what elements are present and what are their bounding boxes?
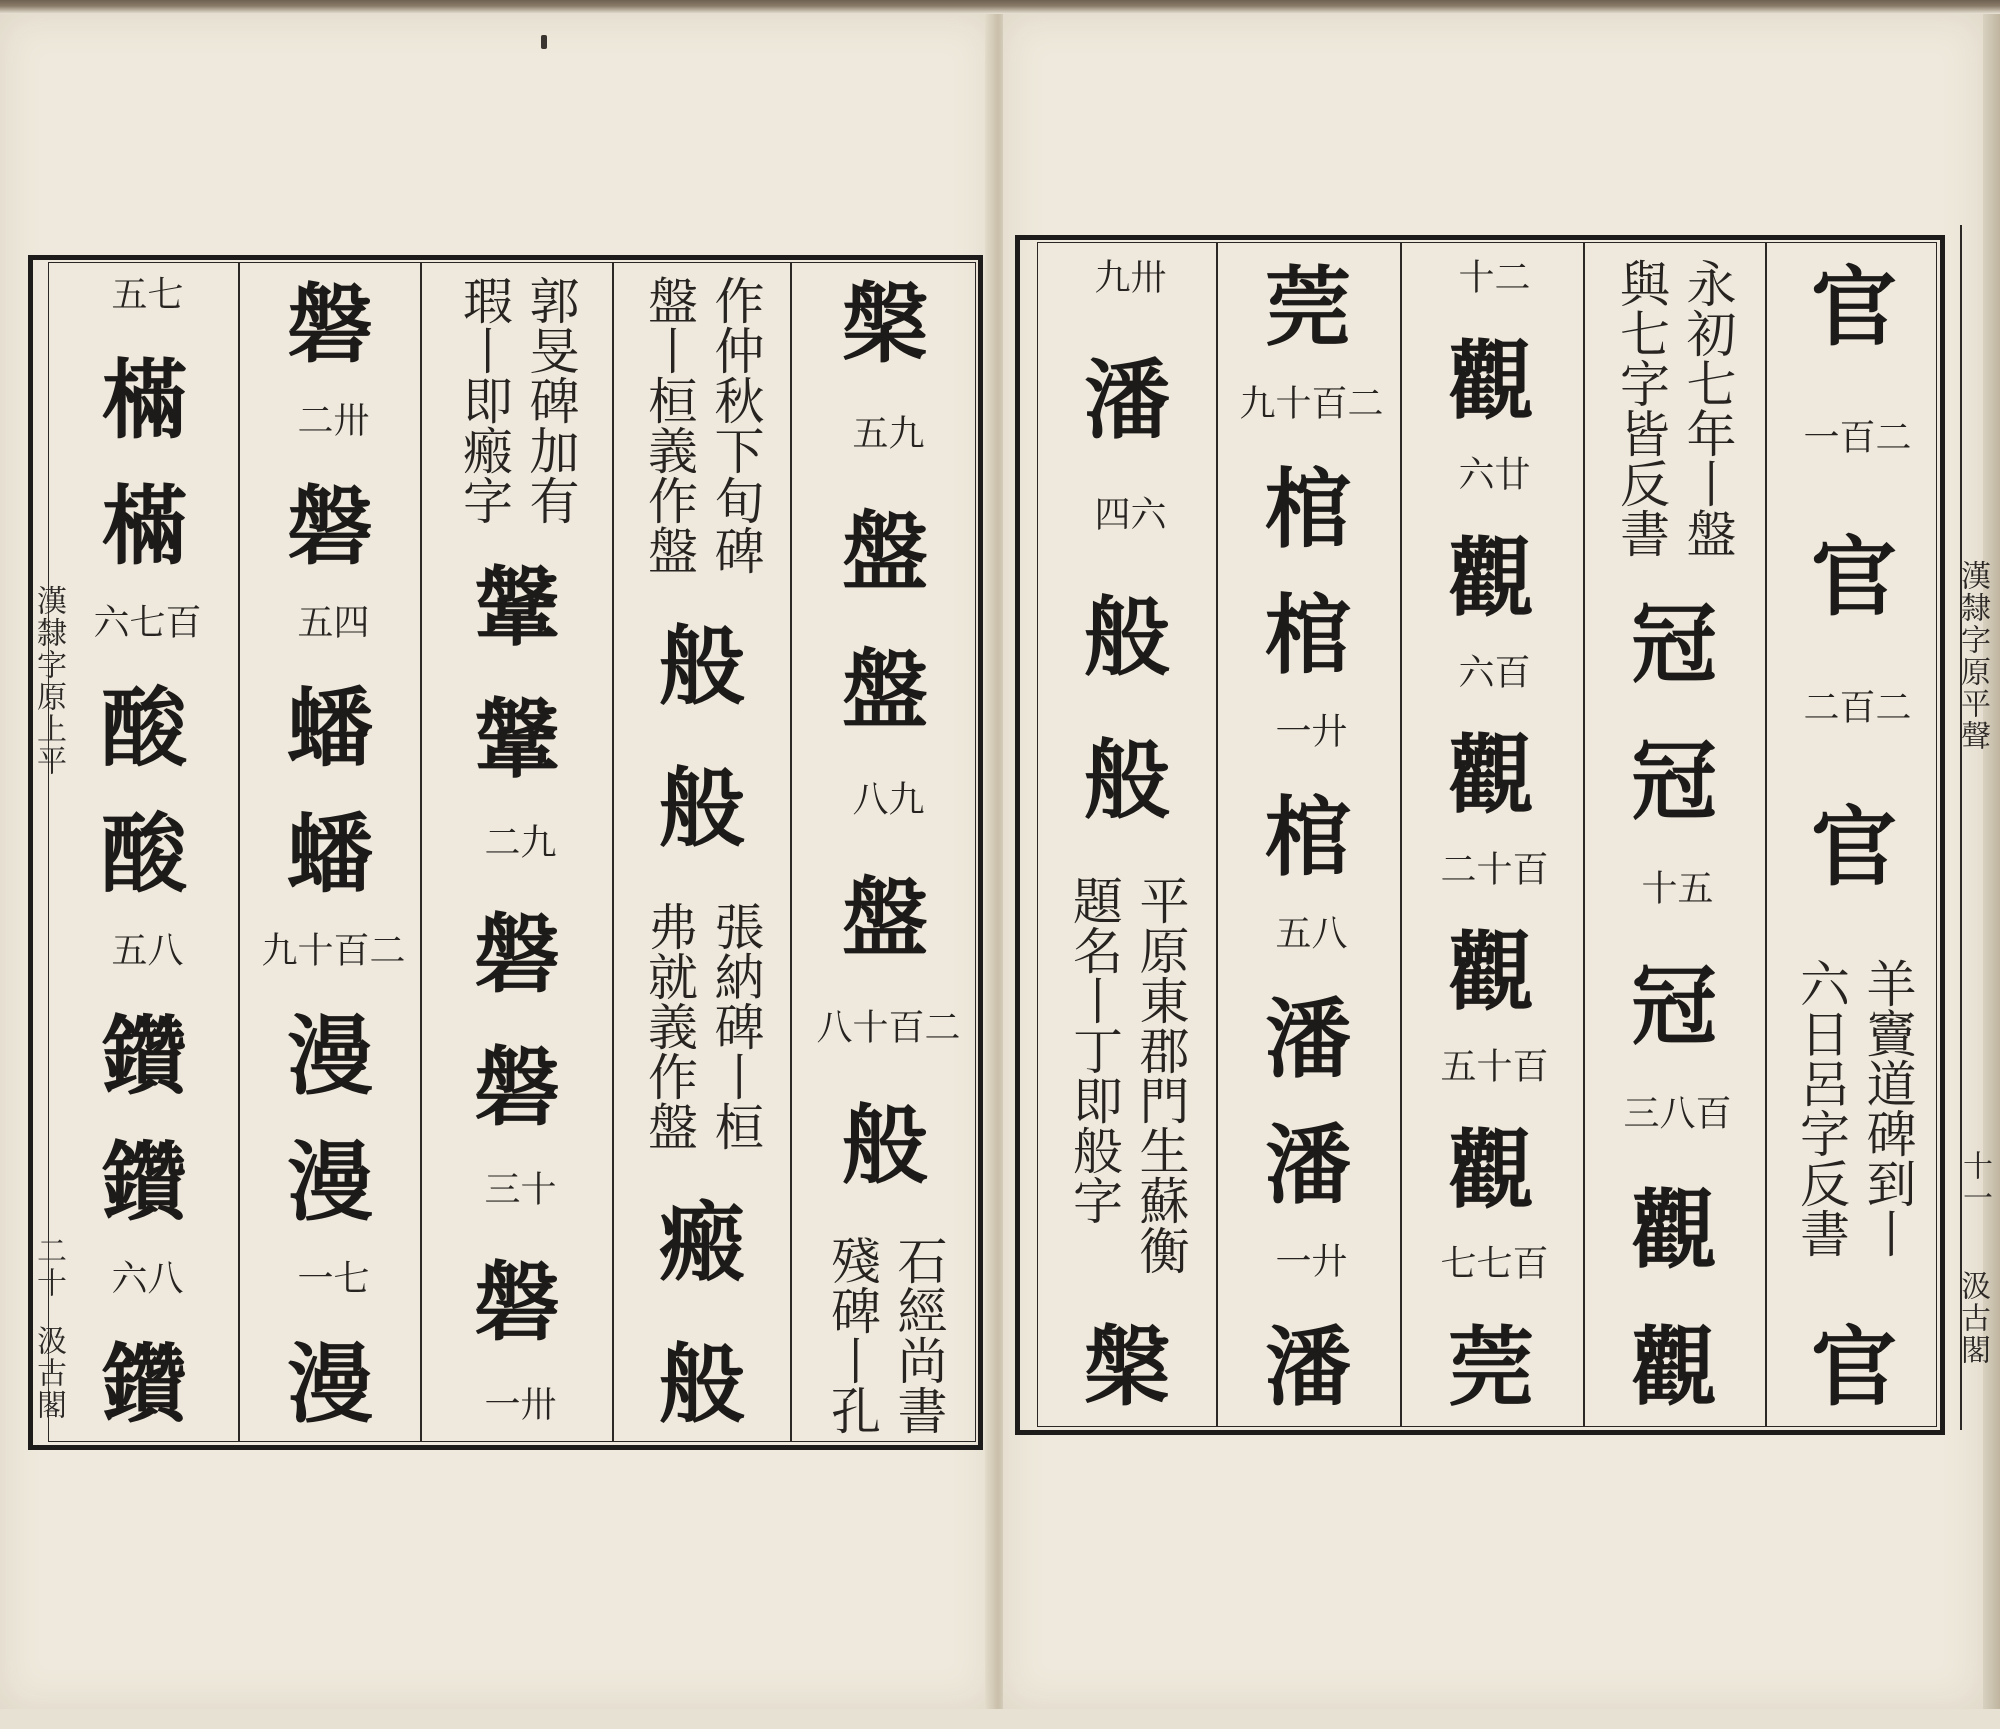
source-index-text: 二百 一	[1798, 418, 1911, 458]
source-index	[1089, 258, 1166, 308]
headword-character: 槃	[1084, 1316, 1170, 1418]
headword-character: 蟠	[287, 678, 373, 779]
source-index	[1270, 712, 1347, 762]
source-index	[106, 1259, 183, 1309]
annotation-text: 石經尚書	[889, 1235, 948, 1435]
source-index-text: 二百 二	[1798, 688, 1911, 728]
source-index	[1453, 258, 1530, 308]
right-column-3	[1405, 258, 1577, 1418]
headword-character: 鞶	[474, 689, 560, 790]
source-index	[106, 275, 183, 325]
headword-character: 盤	[842, 501, 928, 603]
left-margin-title: 漢隸字原上平	[31, 585, 66, 777]
headword-character: 觀	[1448, 922, 1534, 1024]
source-index	[1798, 418, 1911, 468]
source-index	[479, 822, 556, 873]
headword-character: 樠	[101, 350, 187, 451]
headword-character: 般	[1084, 730, 1170, 832]
headword-character: 漫	[287, 1132, 373, 1233]
source-index-text: 卅 一	[479, 1385, 556, 1425]
annotation-text: 殘碑丨孔	[823, 1235, 881, 1435]
source-index	[106, 931, 183, 981]
headword-character: 觀	[1448, 527, 1534, 629]
annotation-note	[1612, 258, 1737, 558]
left-column-divider	[238, 262, 240, 1442]
annotation-text: 平原東郡門生蘇衡	[1131, 874, 1190, 1275]
annotation-text: 與七字皆反書	[1612, 258, 1670, 558]
source-index-text: 百七 七	[1435, 1244, 1548, 1285]
source-index-text: 八 五	[106, 931, 183, 971]
headword-character: 觀	[1448, 1119, 1534, 1221]
source-index	[256, 931, 405, 981]
annotation-note	[455, 275, 580, 525]
source-index	[1270, 1242, 1347, 1292]
headword-character: 棺	[1265, 459, 1351, 560]
headword-character: 潘	[1265, 1115, 1351, 1216]
right-column-2	[1588, 258, 1760, 1418]
source-index-text: 九 二	[479, 822, 556, 863]
source-index	[1270, 914, 1347, 964]
left-column-4	[244, 275, 416, 1435]
headword-character: 官	[1811, 1317, 1897, 1418]
source-index-text: 七 一	[292, 1259, 369, 1299]
source-index	[1618, 1093, 1731, 1144]
headword-character: 潘	[1265, 1317, 1351, 1418]
headword-character: 槃	[842, 274, 928, 375]
source-index-text: 九 八	[847, 780, 924, 820]
source-index-text: 九 五	[847, 413, 924, 454]
headword-character: 鑽	[101, 1132, 187, 1233]
source-index	[292, 401, 369, 451]
headword-character: 鑽	[101, 1006, 187, 1107]
annotation-text: 張納碑丨桓	[706, 901, 765, 1151]
source-index-text: 六 四	[1089, 494, 1166, 535]
source-index	[1435, 1047, 1548, 1097]
left-column-divider	[420, 262, 422, 1442]
right-column-5	[1042, 258, 1212, 1418]
annotation-text: 盤丨桓義作盤	[640, 275, 698, 575]
source-index	[1453, 652, 1530, 703]
headword-character: 棺	[1265, 787, 1351, 888]
headword-character: 般	[659, 616, 745, 717]
right-column-divider	[1400, 242, 1402, 1427]
headword-character: 官	[1811, 527, 1897, 628]
annotation-text: 作仲秋下旬碑	[706, 275, 765, 575]
source-index	[1453, 455, 1530, 505]
right-margin-number: 十一	[1957, 1150, 1992, 1214]
right-margin-strip-line	[1960, 225, 1962, 1430]
headword-character: 潘	[1084, 350, 1170, 452]
source-index-text: 卅 二	[292, 401, 369, 441]
headword-character: 官	[1811, 797, 1897, 898]
annotation-text: 羊竇道碑到丨	[1858, 958, 1917, 1258]
right-column-1	[1770, 258, 1938, 1418]
annotation-note	[1792, 958, 1917, 1258]
source-index-text: 卅 九	[1089, 258, 1166, 298]
headword-character: 官	[1811, 257, 1897, 358]
headword-character: 潘	[1265, 989, 1351, 1090]
headword-character: 漫	[287, 1334, 373, 1435]
headword-character: 蟠	[287, 804, 373, 905]
source-index-text: 二百 十九	[256, 931, 405, 971]
headword-character: 瘢	[659, 1192, 745, 1293]
source-index	[88, 603, 201, 653]
headword-character: 莞	[1448, 1316, 1534, 1418]
headword-character: 漫	[287, 1006, 373, 1107]
right-column-divider	[1765, 242, 1767, 1427]
headword-character: 酸	[101, 678, 187, 779]
headword-character: 磐	[474, 1036, 560, 1138]
headword-character: 冠	[1631, 731, 1717, 833]
headword-character: 磐	[287, 476, 373, 577]
source-index-text: 百十 五	[1435, 1047, 1548, 1087]
annotation-text: 弗就義作盤	[640, 901, 698, 1151]
source-index	[847, 413, 924, 464]
right-column-divider	[1216, 242, 1218, 1427]
headword-character: 鑽	[101, 1334, 187, 1435]
headword-character: 棺	[1265, 585, 1351, 686]
headword-character: 盤	[842, 640, 928, 742]
right-column-divider	[1583, 242, 1585, 1427]
source-index-text: 百 六	[1453, 652, 1530, 693]
headword-character: 磐	[474, 1251, 560, 1353]
annotation-text: 題名丨丁即般字	[1065, 874, 1123, 1225]
source-index-text: 八 五	[1270, 914, 1347, 954]
left-column-3	[426, 275, 608, 1435]
source-index-text: 廾 一	[1270, 1242, 1347, 1282]
right-margin-publisher: 汲古閣	[1955, 1270, 1990, 1366]
headword-character: 冠	[1631, 594, 1717, 696]
headword-character: 磐	[474, 904, 560, 1005]
source-index	[1089, 494, 1166, 545]
source-index	[292, 603, 369, 653]
right-margin-title: 漢隸字原平聲	[1955, 560, 1990, 752]
annotation-note	[640, 275, 765, 575]
source-index-text: 百十 二	[1435, 849, 1548, 890]
annotation-note	[640, 901, 765, 1151]
left-margin-number: 二十	[31, 1235, 66, 1299]
source-index	[1636, 869, 1713, 919]
source-index-text: 八 六	[106, 1259, 183, 1299]
headword-character: 觀	[1448, 330, 1534, 432]
headword-character: 般	[659, 758, 745, 859]
headword-character: 盤	[842, 867, 928, 969]
source-index	[479, 1385, 556, 1435]
source-index-text: 廾 一	[1270, 712, 1347, 752]
headword-character: 鞶	[474, 556, 560, 658]
left-column-1	[796, 275, 974, 1435]
headword-character: 般	[1084, 586, 1170, 688]
annotation-note	[1065, 874, 1190, 1275]
source-index	[292, 1259, 369, 1309]
headword-character: 般	[842, 1095, 928, 1197]
source-index	[479, 1170, 556, 1220]
page-edge	[1983, 14, 2000, 1709]
source-index-text: 二 十	[1453, 258, 1530, 298]
annotation-text: 瑕丨即瘢字	[455, 275, 513, 525]
source-index-text: 四 五	[292, 603, 369, 643]
headword-character: 般	[659, 1334, 745, 1435]
source-index-text: 百七 六	[88, 603, 201, 643]
source-index-text: 廿 六	[1453, 455, 1530, 496]
source-index-text: 十 三	[479, 1170, 556, 1210]
headword-character: 觀	[1631, 1316, 1717, 1418]
headword-character: 觀	[1448, 725, 1534, 827]
source-index	[1234, 384, 1383, 434]
left-column-2	[617, 275, 787, 1435]
source-index-text: 二百 十八	[811, 1007, 960, 1048]
right-column-4	[1222, 258, 1394, 1418]
source-index	[847, 780, 924, 830]
headword-character: 磐	[287, 274, 373, 375]
annotation-text: 六日呂字反書	[1792, 958, 1850, 1258]
headword-character: 冠	[1631, 955, 1717, 1057]
headword-character: 莞	[1265, 257, 1351, 358]
source-index	[1798, 688, 1911, 738]
left-column-divider	[790, 262, 792, 1442]
headword-character: 觀	[1631, 1179, 1717, 1281]
annotation-note	[823, 1235, 948, 1435]
source-index	[1435, 849, 1548, 900]
source-index-text: 百八 三	[1618, 1093, 1731, 1134]
source-index-text: 五 十	[1636, 869, 1713, 910]
source-index	[811, 1007, 960, 1058]
top-center-mark	[541, 35, 547, 49]
source-index-text: 七 五	[106, 275, 183, 315]
headword-character: 樠	[101, 476, 187, 577]
headword-character: 酸	[101, 804, 187, 905]
annotation-text: 永初七年丨盤	[1678, 258, 1737, 558]
left-column-divider	[612, 262, 614, 1442]
annotation-text: 郭旻碑加有	[521, 275, 580, 525]
left-column-5	[54, 275, 234, 1435]
source-index-text: 二百 十九	[1234, 384, 1383, 424]
left-margin-publisher: 汲古閣	[31, 1325, 66, 1421]
source-index	[1435, 1244, 1548, 1294]
